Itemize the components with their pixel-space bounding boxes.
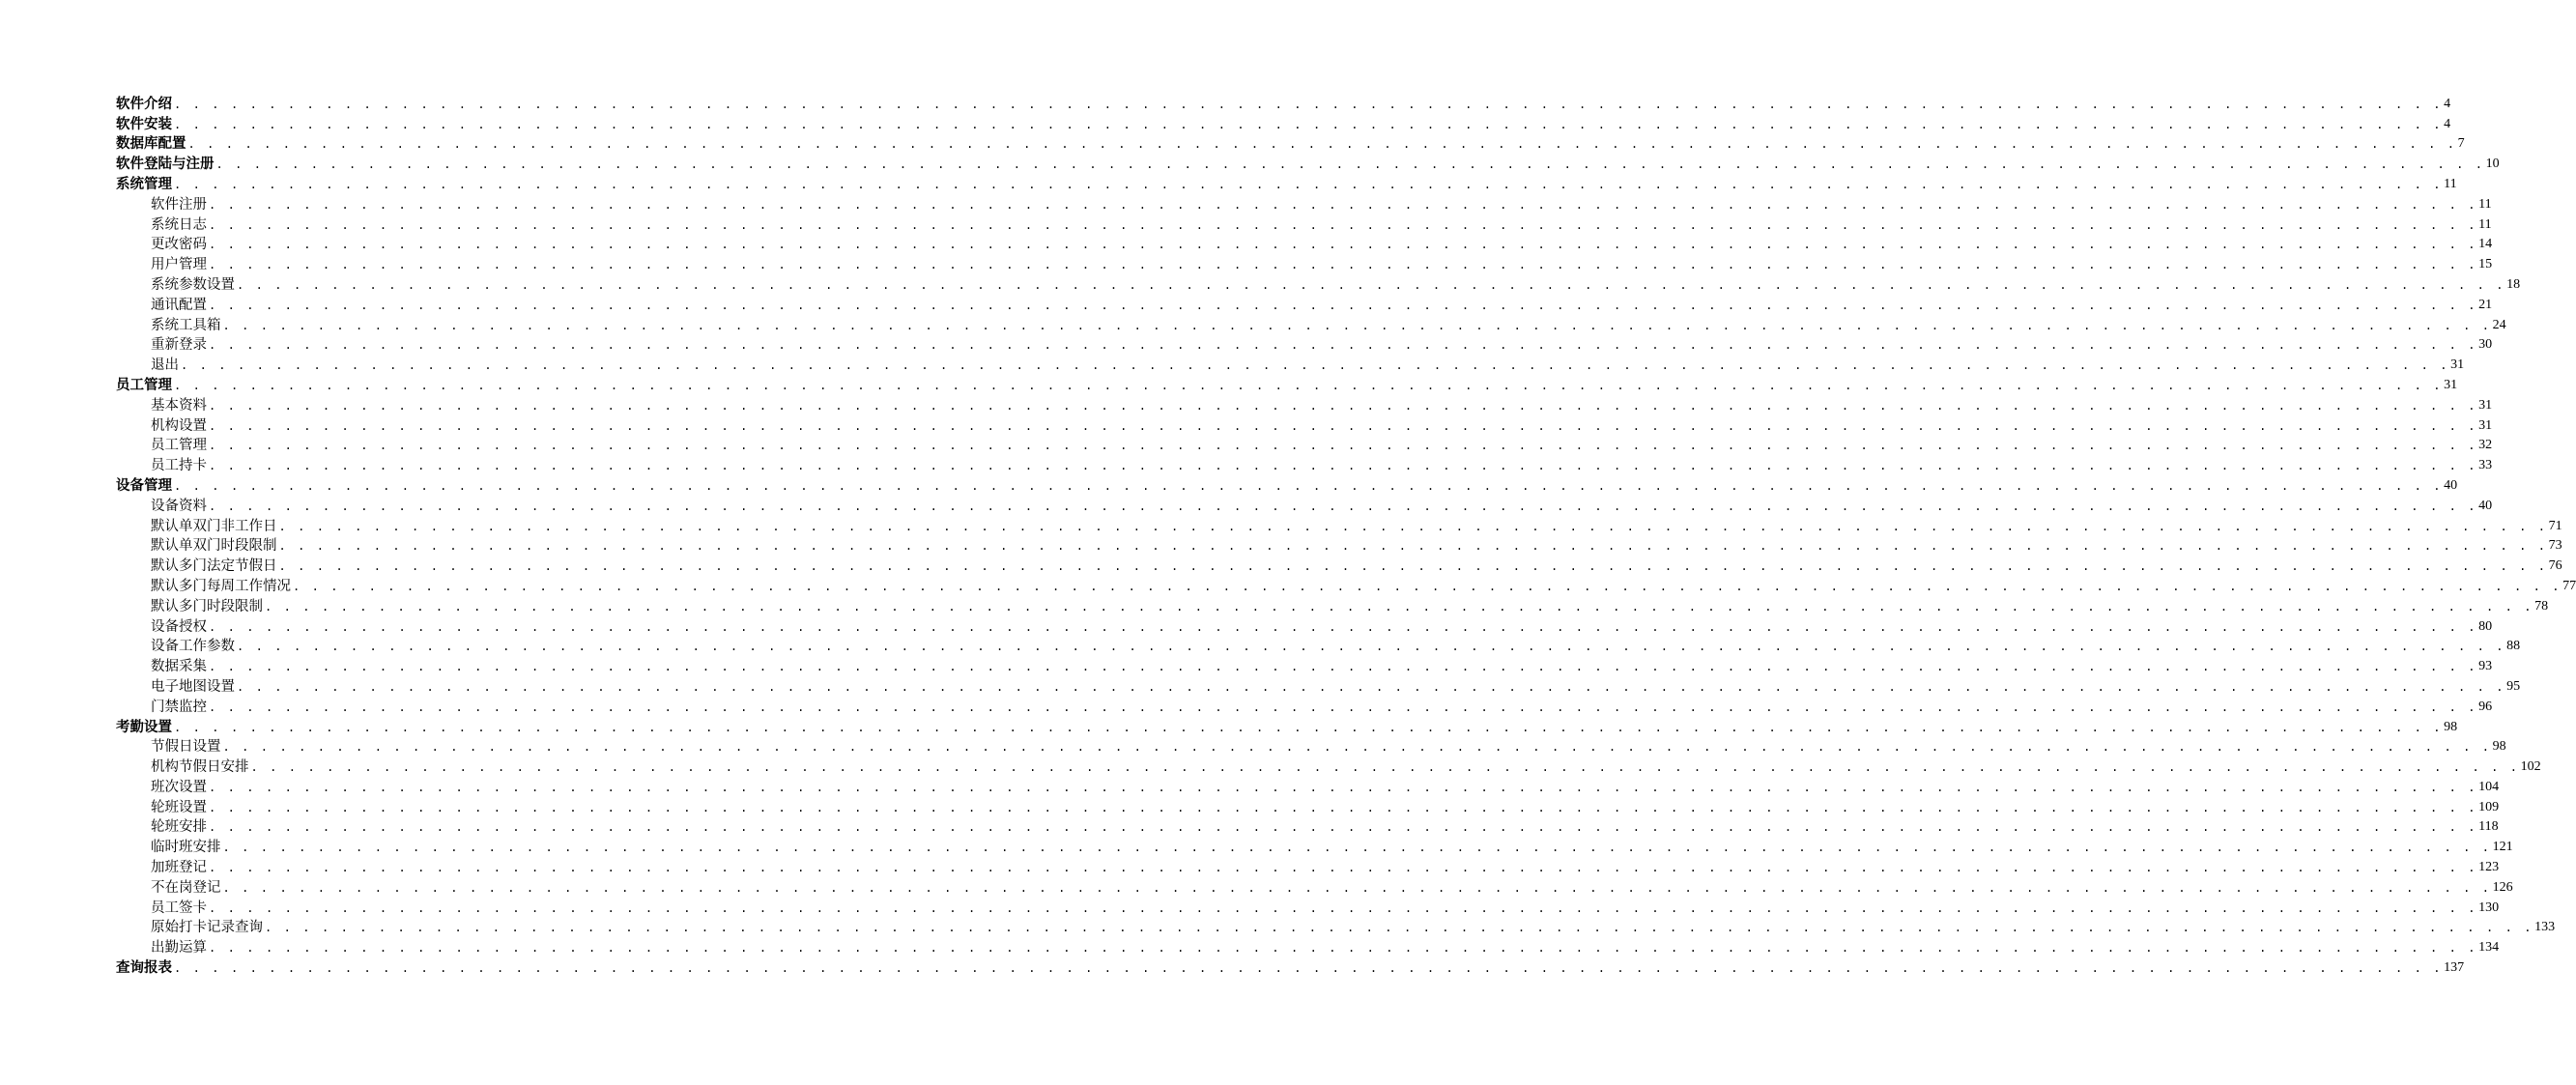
toc-page-number: 30 xyxy=(2478,337,2493,353)
toc-entry-title: 系统参数设置 xyxy=(151,276,235,293)
toc-section-entry[interactable] xyxy=(116,797,2500,817)
toc-section-entry[interactable] xyxy=(116,214,2492,235)
toc-entry-title: 软件介绍 xyxy=(116,95,172,112)
toc-section-entry[interactable] xyxy=(116,335,2493,356)
toc-dot-leader: . . . . . . . . . . . . . . . . . . . . . . . . . . . . . . . . . . . . . . . . . . . . . . . . . . . . . . . . . . . . . . . . . . . . . . . . . . . . . . . . . . . . . . . . . . . . . . . . . . . . . . . . . . . . . . . . . . . . . . . . xyxy=(215,157,2485,172)
toc-section-entry[interactable] xyxy=(116,415,2493,436)
toc-chapter-entry[interactable] xyxy=(116,134,2465,155)
toc-section-entry[interactable] xyxy=(116,918,2556,938)
toc-entry-title: 机构设置 xyxy=(151,417,207,434)
toc-page-number: 14 xyxy=(2478,237,2493,252)
toc-dot-leader: . . . . . . . . . . . . . . . . . . . . . . . . . . . . . . . . . . . . . . . . . . . . . . . . . . . . . . . . . . . . . . . . . . . . . . . . . . . . . . . . . . . . . . . . . . . . . . . . . . . . . . . . . . . . . . . . . . . . . . . . xyxy=(209,660,2478,674)
toc-dot-leader: . . . . . . . . . . . . . . . . . . . . . . . . . . . . . . . . . . . . . . . . . . . . . . . . . . . . . . . . . . . . . . . . . . . . . . . . . . . . . . . . . . . . . . . . . . . . . . . . . . . . . . . . . . . . . . . . . . . . . . . . xyxy=(265,921,2534,935)
toc-dot-leader: . . . . . . . . . . . . . . . . . . . . . . . . . . . . . . . . . . . . . . . . . . . . . . . . . . . . . . . . . . . . . . . . . . . . . . . . . . . . . . . . . . . . . . . . . . . . . . . . . . . . . . . . . . . . . . . . . . . . . . . . xyxy=(237,679,2506,694)
toc-page-number: 40 xyxy=(2444,477,2458,493)
toc-dot-leader: . . . . . . . . . . . . . . . . . . . . . . . . . . . . . . . . . . . . . . . . . . . . . . . . . . . . . . . . . . . . . . . . . . . . . . . . . . . . . . . . . . . . . . . . . . . . . . . . . . . . . . . . . . . . . . . . . . . . . . . . xyxy=(209,258,2478,272)
toc-dot-leader: . . . . . . . . . . . . . . . . . . . . . . . . . . . . . . . . . . . . . . . . . . . . . . . . . . . . . . . . . . . . . . . . . . . . . . . . . . . . . . . . . . . . . . . . . . . . . . . . . . . . . . . . . . . . . . . . . . . . . . . . xyxy=(209,459,2478,473)
toc-page-number: 31 xyxy=(2478,417,2493,433)
toc-page-number: 4 xyxy=(2444,116,2451,131)
toc-section-entry[interactable] xyxy=(116,436,2493,456)
toc-dot-leader: . . . . . . . . . . . . . . . . . . . . . . . . . . . . . . . . . . . . . . . . . . . . . . . . . . . . . . . . . . . . . . . . . . . . . . . . . . . . . . . . . . . . . . . . . . . . . . . . . . . . . . . . . . . . . . . . . . . . . . . . xyxy=(209,338,2478,353)
toc-section-entry[interactable] xyxy=(116,194,2492,214)
toc-page-number: 76 xyxy=(2548,558,2562,574)
table-of-contents xyxy=(116,94,2576,978)
toc-entry-title: 班次设置 xyxy=(151,779,207,795)
toc-page-number: 98 xyxy=(2492,739,2506,755)
toc-dot-leader: . . . . . . . . . . . . . . . . . . . . . . . . . . . . . . . . . . . . . . . . . . . . . . . . . . . . . . . . . . . . . . . . . . . . . . . . . . . . . . . . . . . . . . . . . . . . . . . . . . . . . . . . . . . . . . . . . . . . . . . . xyxy=(209,418,2478,433)
toc-page-number: 109 xyxy=(2478,799,2500,814)
toc-entry-title: 员工持卡 xyxy=(151,458,207,474)
toc-dot-leader: . . . . . . . . . . . . . . . . . . . . . . . . . . . . . . . . . . . . . . . . . . . . . . . . . . . . . . . . . . . . . . . . . . . . . . . . . . . . . . . . . . . . . . . . . . . . . . . . . . . . . . . . . . . . . . . . . . . . . . . . xyxy=(187,137,2457,152)
toc-dot-leader: . . . . . . . . . . . . . . . . . . . . . . . . . . . . . . . . . . . . . . . . . . . . . . . . . . . . . . . . . . . . . . . . . . . . . . . . . . . . . . . . . . . . . . . . . . . . . . . . . . . . . . . . . . . . . . . . . . . . . . . . xyxy=(222,740,2492,755)
toc-entry-title: 设备授权 xyxy=(151,618,207,635)
toc-dot-leader: . . . . . . . . . . . . . . . . . . . . . . . . . . . . . . . . . . . . . . . . . . . . . . . . . . . . . . . . . . . . . . . . . . . . . . . . . . . . . . . . . . . . . . . . . . . . . . . . . . . . . . . . . . . . . . . . . . . . . . . . xyxy=(278,559,2548,574)
toc-section-entry[interactable] xyxy=(116,576,2576,596)
toc-page-number: 7 xyxy=(2457,136,2465,152)
toc-page-number: 24 xyxy=(2492,317,2506,332)
toc-dot-leader: . . . . . . . . . . . . . . . . . . . . . . . . . . . . . . . . . . . . . . . . . . . . . . . . . . . . . . . . . . . . . . . . . . . . . . . . . . . . . . . . . . . . . . . . . . . . . . . . . . . . . . . . . . . . . . . . . . . . . . . . xyxy=(209,217,2478,232)
toc-entry-title: 通讯配置 xyxy=(151,297,207,313)
toc-dot-leader: . . . . . . . . . . . . . . . . . . . . . . . . . . . . . . . . . . . . . . . . . . . . . . . . . . . . . . . . . . . . . . . . . . . . . . . . . . . . . . . . . . . . . . . . . . . . . . . . . . . . . . . . . . . . . . . . . . . . . . . . xyxy=(222,841,2492,855)
toc-entry-title: 电子地图设置 xyxy=(151,678,235,695)
toc-chapter-entry[interactable] xyxy=(116,154,2500,174)
toc-page-number: 21 xyxy=(2478,297,2493,312)
toc-entry-title: 设备资料 xyxy=(151,498,207,514)
toc-entry-title: 加班登记 xyxy=(151,860,207,876)
toc-chapter-entry[interactable] xyxy=(116,717,2458,737)
toc-entry-title: 员工管理 xyxy=(116,376,172,393)
toc-entry-title: 重新登录 xyxy=(151,337,207,354)
toc-dot-leader: . . . . . . . . . . . . . . . . . . . . . . . . . . . . . . . . . . . . . . . . . . . . . . . . . . . . . . . . . . . . . . . . . . . . . . . . . . . . . . . . . . . . . . . . . . . . . . . . . . . . . . . . . . . . . . . . . . . . . . . . xyxy=(209,398,2478,413)
toc-dot-leader: . . . . . . . . . . . . . . . . . . . . . . . . . . . . . . . . . . . . . . . . . . . . . . . . . . . . . . . . . . . . . . . . . . . . . . . . . . . . . . . . . . . . . . . . . . . . . . . . . . . . . . . . . . . . . . . . . . . . . . . . xyxy=(209,780,2478,794)
toc-entry-title: 软件安装 xyxy=(116,115,172,132)
toc-page-number: 137 xyxy=(2444,960,2465,976)
toc-section-entry[interactable] xyxy=(116,817,2499,838)
toc-section-entry[interactable] xyxy=(116,616,2493,637)
toc-page-number: 4 xyxy=(2444,96,2451,111)
toc-section-entry[interactable] xyxy=(116,737,2506,757)
toc-page-number: 18 xyxy=(2506,276,2521,292)
toc-page-number: 31 xyxy=(2450,357,2465,373)
toc-entry-title: 默认多门时段限制 xyxy=(151,598,263,614)
toc-page-number: 11 xyxy=(2444,176,2457,191)
toc-dot-leader: . . . . . . . . . . . . . . . . . . . . . . . . . . . . . . . . . . . . . . . . . . . . . . . . . . . . . . . . . . . . . . . . . . . . . . . . . . . . . . . . . . . . . . . . . . . . . . . . . . . . . . . . . . . . . . . . . . . . . . . . xyxy=(174,177,2444,191)
toc-entry-title: 默认多门每周工作情况 xyxy=(151,578,291,594)
toc-page-number: 93 xyxy=(2478,659,2493,674)
toc-dot-leader: . . . . . . . . . . . . . . . . . . . . . . . . . . . . . . . . . . . . . . . . . . . . . . . . . . . . . . . . . . . . . . . . . . . . . . . . . . . . . . . . . . . . . . . . . . . . . . . . . . . . . . . . . . . . . . . . . . . . . . . . xyxy=(181,358,2450,373)
toc-section-entry[interactable] xyxy=(116,274,2521,295)
toc-dot-leader: . . . . . . . . . . . . . . . . . . . . . . . . . . . . . . . . . . . . . . . . . . . . . . . . . . . . . . . . . . . . . . . . . . . . . . . . . . . . . . . . . . . . . . . . . . . . . . . . . . . . . . . . . . . . . . . . . . . . . . . . xyxy=(209,900,2478,915)
toc-page-number: 31 xyxy=(2478,397,2493,413)
toc-entry-title: 软件注册 xyxy=(151,196,207,213)
toc-page-number: 15 xyxy=(2478,257,2493,272)
toc-chapter-entry[interactable] xyxy=(116,114,2451,134)
toc-section-entry[interactable] xyxy=(116,676,2521,697)
toc-section-entry[interactable] xyxy=(116,295,2493,315)
toc-dot-leader: . . . . . . . . . . . . . . . . . . . . . . . . . . . . . . . . . . . . . . . . . . . . . . . . . . . . . . . . . . . . . . . . . . . . . . . . . . . . . . . . . . . . . . . . . . . . . . . . . . . . . . . . . . . . . . . . . . . . . . . . xyxy=(209,700,2478,714)
toc-dot-leader: . . . . . . . . . . . . . . . . . . . . . . . . . . . . . . . . . . . . . . . . . . . . . . . . . . . . . . . . . . . . . . . . . . . . . . . . . . . . . . . . . . . . . . . . . . . . . . . . . . . . . . . . . . . . . . . . . . . . . . . . xyxy=(209,238,2478,252)
toc-dot-leader: . . . . . . . . . . . . . . . . . . . . . . . . . . . . . . . . . . . . . . . . . . . . . . . . . . . . . . . . . . . . . . . . . . . . . . . . . . . . . . . . . . . . . . . . . . . . . . . . . . . . . . . . . . . . . . . . . . . . . . . . xyxy=(209,820,2478,835)
toc-entry-title: 更改密码 xyxy=(151,237,207,253)
toc-entry-title: 门禁监控 xyxy=(151,699,207,715)
toc-entry-title: 基本资料 xyxy=(151,397,207,414)
toc-dot-leader: . . . . . . . . . . . . . . . . . . . . . . . . . . . . . . . . . . . . . . . . . . . . . . . . . . . . . . . . . . . . . . . . . . . . . . . . . . . . . . . . . . . . . . . . . . . . . . . . . . . . . . . . . . . . . . . . . . . . . . . . xyxy=(265,599,2534,614)
toc-dot-leader: . . . . . . . . . . . . . . . . . . . . . . . . . . . . . . . . . . . . . . . . . . . . . . . . . . . . . . . . . . . . . . . . . . . . . . . . . . . . . . . . . . . . . . . . . . . . . . . . . . . . . . . . . . . . . . . . . . . . . . . . xyxy=(237,277,2506,292)
toc-page-number: 11 xyxy=(2478,216,2492,232)
toc-entry-title: 系统工具箱 xyxy=(151,317,221,333)
toc-page-number: 133 xyxy=(2534,920,2556,935)
toc-section-entry[interactable] xyxy=(116,596,2549,616)
toc-entry-title: 轮班设置 xyxy=(151,799,207,815)
toc-page-number: 33 xyxy=(2478,458,2493,473)
toc-entry-title: 设备管理 xyxy=(116,476,172,494)
toc-page-number: 104 xyxy=(2478,779,2500,794)
toc-entry-title: 轮班安排 xyxy=(151,819,207,836)
toc-entry-title: 员工管理 xyxy=(151,438,207,454)
toc-page-number: 121 xyxy=(2492,840,2513,855)
toc-dot-leader: . . . . . . . . . . . . . . . . . . . . . . . . . . . . . . . . . . . . . . . . . . . . . . . . . . . . . . . . . . . . . . . . . . . . . . . . . . . . . . . . . . . . . . . . . . . . . . . . . . . . . . . . . . . . . . . . . . . . . . . . xyxy=(209,298,2478,312)
toc-section-entry[interactable] xyxy=(116,315,2506,335)
toc-page-number: 123 xyxy=(2478,860,2500,875)
toc-page-number: 96 xyxy=(2478,699,2493,714)
toc-page-number: 130 xyxy=(2478,899,2500,915)
toc-page-number: 78 xyxy=(2534,598,2549,614)
toc-entry-title: 用户管理 xyxy=(151,257,207,273)
toc-section-entry[interactable] xyxy=(116,536,2562,557)
toc-section-entry[interactable] xyxy=(116,937,2500,957)
toc-section-entry[interactable] xyxy=(116,455,2493,475)
toc-dot-leader: . . . . . . . . . . . . . . . . . . . . . . . . . . . . . . . . . . . . . . . . . . . . . . . . . . . . . . . . . . . . . . . . . . . . . . . . . . . . . . . . . . . . . . . . . . . . . . . . . . . . . . . . . . . . . . . . . . . . . . . . xyxy=(237,640,2506,654)
toc-page-number: 31 xyxy=(2444,377,2458,392)
toc-entry-title: 机构节假日安排 xyxy=(151,759,249,776)
toc-page-number: 71 xyxy=(2548,518,2562,533)
toc-section-entry[interactable] xyxy=(116,254,2493,274)
toc-dot-leader: . . . . . . . . . . . . . . . . . . . . . . . . . . . . . . . . . . . . . . . . . . . . . . . . . . . . . . . . . . . . . . . . . . . . . . . . . . . . . . . . . . . . . . . . . . . . . . . . . . . . . . . . . . . . . . . . . . . . . . . . xyxy=(222,318,2492,332)
toc-page-number: 102 xyxy=(2520,759,2541,775)
toc-section-entry[interactable] xyxy=(116,637,2521,657)
toc-section-entry[interactable] xyxy=(116,877,2513,898)
toc-dot-leader: . . . . . . . . . . . . . . . . . . . . . . . . . . . . . . . . . . . . . . . . . . . . . . . . . . . . . . . . . . . . . . . . . . . . . . . . . . . . . . . . . . . . . . . . . . . . . . . . . . . . . . . . . . . . . . . . . . . . . . . . xyxy=(174,117,2444,131)
toc-entry-title: 数据库配置 xyxy=(116,135,186,153)
toc-section-entry[interactable] xyxy=(116,395,2493,415)
toc-section-entry[interactable] xyxy=(116,656,2493,676)
toc-entry-title: 系统管理 xyxy=(116,175,172,192)
toc-chapter-entry[interactable] xyxy=(116,375,2458,395)
toc-entry-title: 软件登陆与注册 xyxy=(116,156,215,173)
toc-dot-leader: . . . . . . . . . . . . . . . . . . . . . . . . . . . . . . . . . . . . . . . . . . . . . . . . . . . . . . . . . . . . . . . . . . . . . . . . . . . . . . . . . . . . . . . . . . . . . . . . . . . . . . . . . . . . . . . . . . . . . . . . xyxy=(250,760,2520,775)
toc-dot-leader: . . . . . . . . . . . . . . . . . . . . . . . . . . . . . . . . . . . . . . . . . . . . . . . . . . . . . . . . . . . . . . . . . . . . . . . . . . . . . . . . . . . . . . . . . . . . . . . . . . . . . . . . . . . . . . . . . . . . . . . . xyxy=(222,880,2492,895)
toc-chapter-entry[interactable] xyxy=(116,475,2458,496)
toc-dot-leader: . . . . . . . . . . . . . . . . . . . . . . . . . . . . . . . . . . . . . . . . . . . . . . . . . . . . . . . . . . . . . . . . . . . . . . . . . . . . . . . . . . . . . . . . . . . . . . . . . . . . . . . . . . . . . . . . . . . . . . . . xyxy=(209,197,2478,212)
toc-page-number: 95 xyxy=(2506,678,2521,694)
toc-section-entry[interactable] xyxy=(116,777,2500,797)
toc-entry-title: 出勤运算 xyxy=(151,940,207,957)
toc-page-number: 10 xyxy=(2485,157,2500,172)
toc-entry-title: 默认单双门时段限制 xyxy=(151,538,277,555)
toc-section-entry[interactable] xyxy=(116,757,2541,777)
toc-dot-leader: . . . . . . . . . . . . . . . . . . . . . . . . . . . . . . . . . . . . . . . . . . . . . . . . . . . . . . . . . . . . . . . . . . . . . . . . . . . . . . . . . . . . . . . . . . . . . . . . . . . . . . . . . . . . . . . . . . . . . . . . xyxy=(209,861,2478,875)
toc-entry-title: 默认单双门非工作日 xyxy=(151,518,277,534)
toc-dot-leader: . . . . . . . . . . . . . . . . . . . . . . . . . . . . . . . . . . . . . . . . . . . . . . . . . . . . . . . . . . . . . . . . . . . . . . . . . . . . . . . . . . . . . . . . . . . . . . . . . . . . . . . . . . . . . . . . . . . . . . . . xyxy=(209,499,2478,513)
toc-chapter-entry[interactable] xyxy=(116,957,2465,978)
toc-chapter-entry[interactable] xyxy=(116,174,2457,194)
toc-dot-leader: . . . . . . . . . . . . . . . . . . . . . . . . . . . . . . . . . . . . . . . . . . . . . . . . . . . . . . . . . . . . . . . . . . . . . . . . . . . . . . . . . . . . . . . . . . . . . . . . . . . . . . . . . . . . . . . . . . . . . . . . xyxy=(174,378,2444,392)
toc-section-entry[interactable] xyxy=(116,898,2500,918)
toc-section-entry[interactable] xyxy=(116,837,2513,857)
toc-section-entry[interactable] xyxy=(116,235,2493,255)
toc-dot-leader: . . . . . . . . . . . . . . . . . . . . . . . . . . . . . . . . . . . . . . . . . . . . . . . . . . . . . . . . . . . . . . . . . . . . . . . . . . . . . . . . . . . . . . . . . . . . . . . . . . . . . . . . . . . . . . . . . . . . . . . . xyxy=(209,800,2478,814)
toc-entry-title: 考勤设置 xyxy=(116,718,172,735)
toc-entry-title: 系统日志 xyxy=(151,216,207,233)
toc-section-entry[interactable] xyxy=(116,556,2562,576)
toc-page-number: 40 xyxy=(2478,498,2493,513)
toc-entry-title: 默认多门法定节假日 xyxy=(151,558,277,575)
toc-entry-title: 临时班安排 xyxy=(151,840,221,856)
toc-dot-leader: . . . . . . . . . . . . . . . . . . . . . . . . . . . . . . . . . . . . . . . . . . . . . . . . . . . . . . . . . . . . . . . . . . . . . . . . . . . . . . . . . . . . . . . . . . . . . . . . . . . . . . . . . . . . . . . . . . . . . . . . xyxy=(209,439,2478,453)
toc-section-entry[interactable] xyxy=(116,355,2465,375)
toc-dot-leader: . . . . . . . . . . . . . . . . . . . . . . . . . . . . . . . . . . . . . . . . . . . . . . . . . . . . . . . . . . . . . . . . . . . . . . . . . . . . . . . . . . . . . . . . . . . . . . . . . . . . . . . . . . . . . . . . . . . . . . . . xyxy=(174,478,2444,493)
toc-page-number: 88 xyxy=(2506,639,2521,654)
toc-entry-title: 员工签卡 xyxy=(151,899,207,916)
toc-dot-leader: . . . . . . . . . . . . . . . . . . . . . . . . . . . . . . . . . . . . . . . . . . . . . . . . . . . . . . . . . . . . . . . . . . . . . . . . . . . . . . . . . . . . . . . . . . . . . . . . . . . . . . . . . . . . . . . . . . . . . . . . xyxy=(278,519,2548,533)
toc-page-number: 80 xyxy=(2478,618,2493,634)
toc-page-number: 73 xyxy=(2548,538,2562,554)
toc-page-number: 11 xyxy=(2478,196,2492,212)
toc-page-number: 134 xyxy=(2478,940,2500,956)
toc-entry-title: 数据采集 xyxy=(151,659,207,675)
toc-page-number: 77 xyxy=(2562,578,2576,593)
toc-page-number: 98 xyxy=(2444,719,2458,734)
toc-section-entry[interactable] xyxy=(116,857,2500,877)
toc-entry-title: 节假日设置 xyxy=(151,739,221,756)
toc-dot-leader: . . . . . . . . . . . . . . . . . . . . . . . . . . . . . . . . . . . . . . . . . . . . . . . . . . . . . . . . . . . . . . . . . . . . . . . . . . . . . . . . . . . . . . . . . . . . . . . . . . . . . . . . . . . . . . . . . . . . . . . . xyxy=(209,619,2478,634)
toc-entry-title: 设备工作参数 xyxy=(151,639,235,655)
toc-chapter-entry[interactable] xyxy=(116,94,2451,114)
toc-section-entry[interactable] xyxy=(116,516,2562,536)
toc-dot-leader: . . . . . . . . . . . . . . . . . . . . . . . . . . . . . . . . . . . . . . . . . . . . . . . . . . . . . . . . . . . . . . . . . . . . . . . . . . . . . . . . . . . . . . . . . . . . . . . . . . . . . . . . . . . . . . . . . . . . . . . . xyxy=(174,97,2444,111)
toc-entry-title: 退出 xyxy=(151,357,179,374)
toc-entry-title: 不在岗登记 xyxy=(151,879,221,896)
toc-page-number: 118 xyxy=(2478,819,2499,835)
toc-page-number: 32 xyxy=(2478,438,2493,453)
toc-dot-leader: . . . . . . . . . . . . . . . . . . . . . . . . . . . . . . . . . . . . . . . . . . . . . . . . . . . . . . . . . . . . . . . . . . . . . . . . . . . . . . . . . . . . . . . . . . . . . . . . . . . . . . . . . . . . . . . . . . . . . . . . xyxy=(209,941,2478,956)
toc-dot-leader: . . . . . . . . . . . . . . . . . . . . . . . . . . . . . . . . . . . . . . . . . . . . . . . . . . . . . . . . . . . . . . . . . . . . . . . . . . . . . . . . . . . . . . . . . . . . . . . . . . . . . . . . . . . . . . . . . . . . . . . . xyxy=(278,539,2548,554)
toc-entry-title: 原始打卡记录查询 xyxy=(151,920,263,936)
toc-page-number: 126 xyxy=(2492,879,2513,895)
toc-dot-leader: . . . . . . . . . . . . . . . . . . . . . . . . . . . . . . . . . . . . . . . . . . . . . . . . . . . . . . . . . . . . . . . . . . . . . . . . . . . . . . . . . . . . . . . . . . . . . . . . . . . . . . . . . . . . . . . . . . . . . . . . xyxy=(293,579,2562,593)
toc-section-entry[interactable] xyxy=(116,697,2493,717)
toc-entry-title: 查询报表 xyxy=(116,959,172,977)
toc-dot-leader: . . . . . . . . . . . . . . . . . . . . . . . . . . . . . . . . . . . . . . . . . . . . . . . . . . . . . . . . . . . . . . . . . . . . . . . . . . . . . . . . . . . . . . . . . . . . . . . . . . . . . . . . . . . . . . . . . . . . . . . . xyxy=(174,720,2444,734)
toc-section-entry[interactable] xyxy=(116,496,2493,516)
toc-dot-leader: . . . . . . . . . . . . . . . . . . . . . . . . . . . . . . . . . . . . . . . . . . . . . . . . . . . . . . . . . . . . . . . . . . . . . . . . . . . . . . . . . . . . . . . . . . . . . . . . . . . . . . . . . . . . . . . . . . . . . . . . xyxy=(174,961,2444,976)
